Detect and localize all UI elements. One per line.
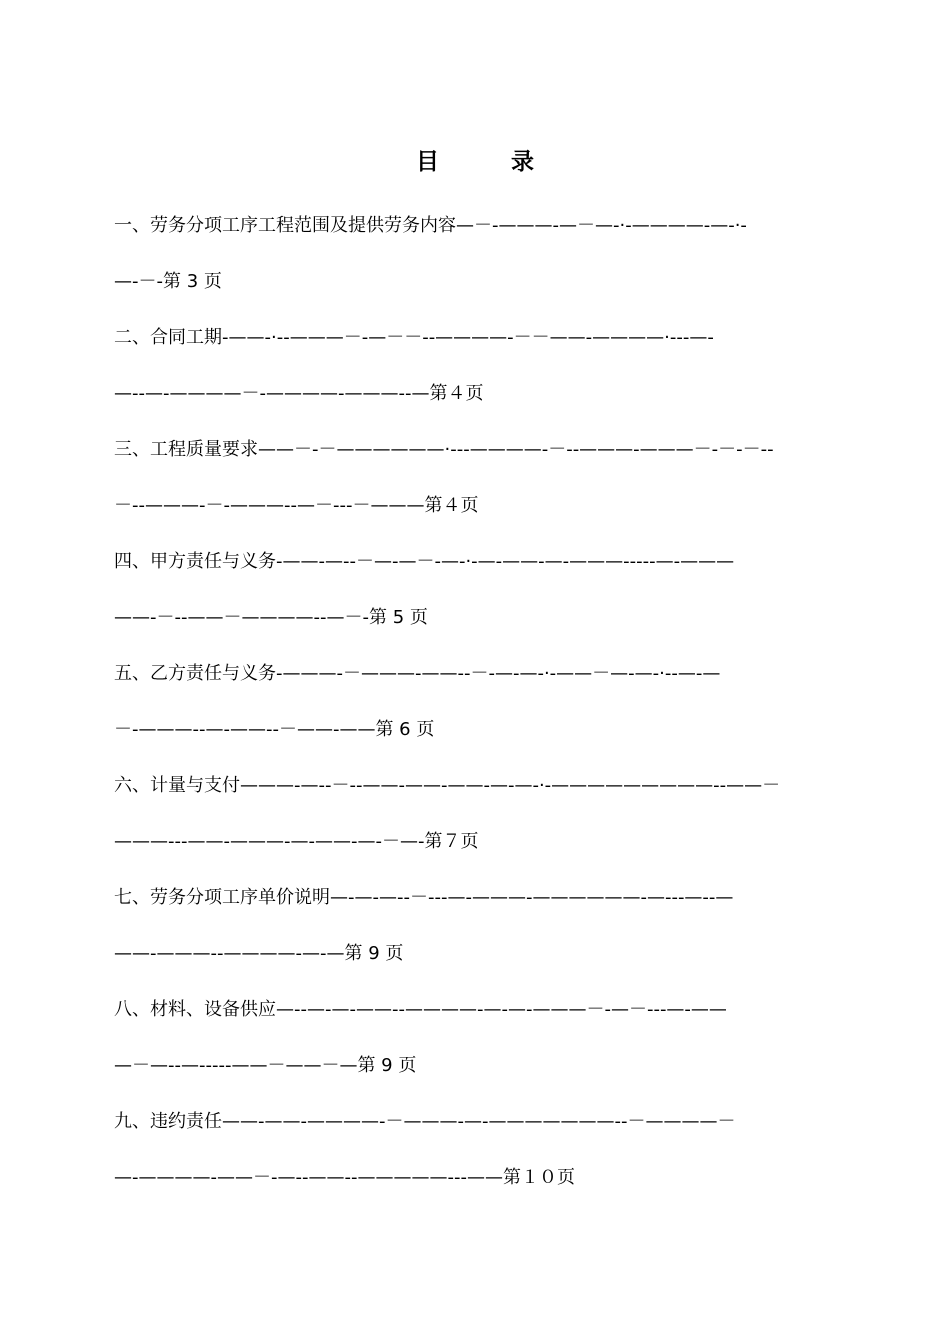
- toc-entry: [114, 542, 834, 654]
- toc-entry-line: ——-－--——－————--—－-第 5 页: [114, 607, 428, 628]
- toc-entry-line: 三、工程质量要求——－-－——————·---————-－--———-———－-－-－--: [114, 439, 774, 460]
- toc-entry-line: 二、合同工期-——-·--———－-—－－--————-－－——-————·---—-: [114, 327, 714, 348]
- toc-title-part1: 目: [416, 149, 439, 175]
- toc-entry-line: －-———--—-——--－——-——第 6 页: [114, 719, 435, 740]
- toc-title: [0, 146, 950, 178]
- toc-entry: [114, 766, 834, 878]
- toc-entry-line: 七、劳务分项工序单价说明—-—-—--－---—-———-——————-—---—--—: [114, 887, 734, 908]
- toc-list: [114, 206, 834, 1214]
- toc-entry: [114, 206, 834, 318]
- toc-entry: [114, 318, 834, 430]
- toc-entry-line: 四、甲方责任与义务-——-—--－—-—－-—-·-—-——-—-———-----—-———: [114, 551, 735, 572]
- toc-entry-line: 九、违约责任——-——-————-－———-—-———————--－————－: [114, 1111, 736, 1132]
- toc-entry-line: —－—--—-----——－——－—第 9 页: [114, 1055, 417, 1076]
- toc-entry: [114, 878, 834, 990]
- toc-entry-line: 五、乙方责任与义务-———-－———-——--－-—-—-·-——－—-—-·--—-—: [114, 663, 721, 684]
- toc-entry-line: 六、计量与支付———-—--－--——-——-——-—-—-·-—————————--——－: [114, 775, 781, 796]
- toc-entry: [114, 990, 834, 1102]
- toc-entry-line: —-－-第 3 页: [114, 271, 222, 292]
- toc-title-part2: 录: [511, 149, 534, 175]
- toc-entry: [114, 1102, 834, 1214]
- toc-entry: [114, 430, 834, 542]
- toc-entry-line: 八、材料、设备供应—--—-—-——--————-—-—-———－-—－---—-——: [114, 999, 727, 1020]
- toc-entry-line: —-————-——－-—--——--—————---——第１０页: [114, 1167, 575, 1188]
- toc-entry-line: —--—-————－-————-———--—第４页: [114, 383, 484, 404]
- toc-entry-line: 一、劳务分项工序工程范围及提供劳务内容—－-———-—－—-·-————-—-·-: [114, 215, 747, 236]
- toc-entry-line: ———---——-———-—-——-—-－—-第７页: [114, 831, 479, 852]
- toc-entry-line: ——-———--————-—-—第 9 页: [114, 943, 404, 964]
- toc-entry: [114, 654, 834, 766]
- toc-entry-line: －--———-－-———--—－---－———第４页: [114, 495, 479, 516]
